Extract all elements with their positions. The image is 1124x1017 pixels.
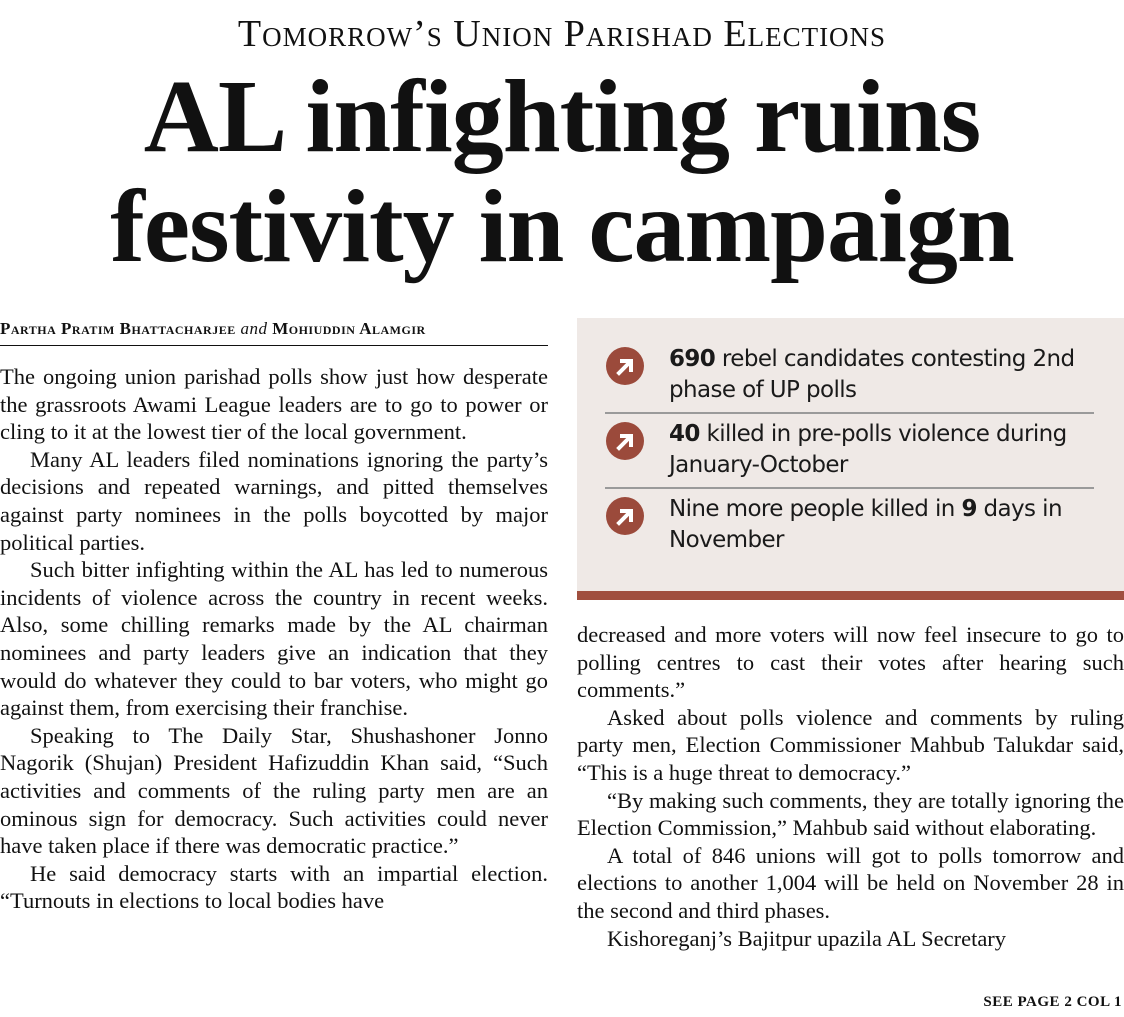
highlight-text: [669, 494, 1094, 556]
highlight-text: [669, 419, 1094, 481]
headline-line-1: AL infighting ruins: [143, 59, 981, 174]
paragraph: “By making such comments, they are totally ignoring the Election Commission,” Mahbub said without elaborating.: [577, 787, 1124, 841]
highlight-number: 690: [669, 346, 716, 372]
highlight-description: killed in pre-polls violence during January-October: [669, 421, 1067, 478]
highlight-prefix: Nine more people killed in: [669, 496, 962, 522]
arrow-up-right-icon: [605, 421, 645, 461]
arrow-up-right-icon: [605, 346, 645, 386]
highlight-item: [605, 344, 1094, 406]
highlight-description: days in November: [669, 496, 1062, 553]
byline-author-2: Mohiuddin Alamgir: [272, 319, 426, 338]
paragraph: He said democracy starts with an impartial election. “Turnouts in elections to local bodies have: [0, 860, 548, 914]
highlights-box: [577, 318, 1124, 591]
arrow-up-right-icon: [605, 496, 645, 536]
highlight-number: 40: [669, 421, 700, 447]
paragraph: Speaking to The Daily Star, Shushashoner Jonno Nagorik (Shujan) President Hafizuddin Khan said, “Such activities and comments of the ruling party men are an ominous sign for democracy. Such activities could never have taken place if there was democratic practice.”: [0, 722, 548, 859]
byline-joiner: and: [240, 319, 268, 338]
paragraph: Such bitter infighting within the AL has led to numerous incidents of violence across the country in recent weeks. Also, some chilling remarks made by the AL chairman nominees and party leaders give an indication that they would do whatever they could to bar voters, who might go against them, from exercising their franchise.: [0, 557, 548, 721]
headline: [0, 59, 1124, 284]
kicker: Tomorrow’s Union Parishad Elections: [237, 13, 887, 55]
headline-line-2: festivity in campaign: [110, 169, 1014, 284]
paragraph: Kishoreganj’s Bajitpur upazila AL Secretary: [607, 925, 1007, 951]
paragraph: The ongoing union parishad polls show just how desperate the grassroots Awami League leaders are to go to power or cling to it at the lowest tier of the local government.: [0, 364, 548, 445]
highlight-text: [669, 344, 1094, 406]
highlight-item: [605, 487, 1094, 556]
body-column-left: [0, 363, 548, 915]
byline: [0, 316, 548, 346]
highlight-item: [605, 412, 1094, 481]
highlight-number: 9: [961, 496, 977, 522]
paragraph: Many AL leaders filed nominations ignoring the party’s decisions and repeated warnings, and pitted themselves against party nominees in the polls boycotted by major political parties.: [0, 446, 548, 555]
body-column-right: [577, 621, 1124, 952]
paragraph: A total of 846 unions will got to polls tomorrow and elections to another 1,004 will be held on November 28 in the second and third phases.: [577, 842, 1124, 923]
paragraph: decreased and more voters will now feel insecure to go to polling centres to cast their votes after hearing such comments.”: [577, 622, 1124, 703]
continuation-note[interactable]: SEE PAGE 2 COL 1: [983, 994, 1122, 1010]
byline-author-1: Partha Pratim Bhattacharjee: [0, 319, 236, 338]
highlights-accent-bar: [577, 591, 1124, 600]
highlight-description: rebel candidates contesting 2nd phase of UP polls: [669, 346, 1075, 403]
paragraph: Asked about polls violence and comments by ruling party men, Election Commissioner Mahbub Talukdar said, “This is a huge threat to democracy.”: [577, 704, 1124, 785]
